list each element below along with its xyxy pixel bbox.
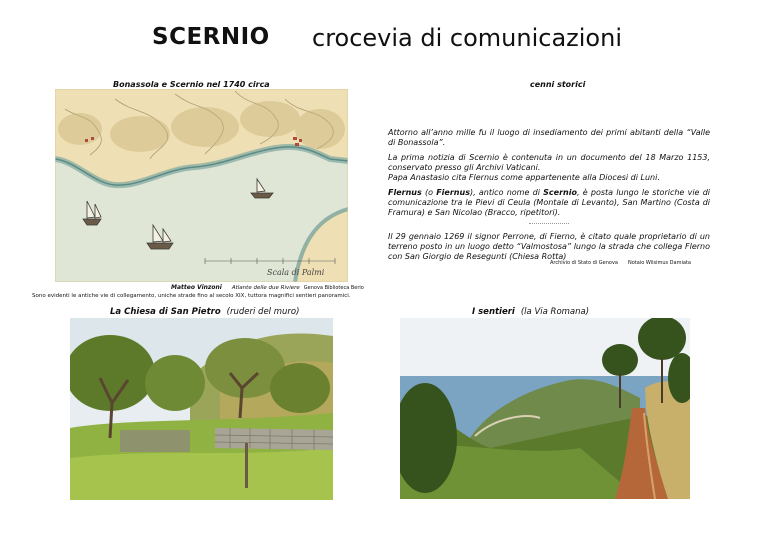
page-title: SCERNIO bbox=[152, 24, 270, 50]
historic-map-image bbox=[55, 89, 348, 282]
church-title-main: La Chiesa di San Pietro bbox=[110, 307, 221, 317]
map-credits bbox=[171, 284, 364, 291]
history-p3-t1: (o bbox=[421, 188, 437, 197]
church-title bbox=[110, 307, 299, 317]
map-caption: Bonassola e Scernio nel 1740 circa bbox=[113, 80, 270, 89]
history-paragraph-3 bbox=[388, 188, 710, 218]
history-p3-t2: ), antico nome di bbox=[469, 188, 544, 197]
paths-title-main: I sentieri bbox=[472, 307, 515, 317]
paths-title bbox=[472, 307, 589, 317]
archive-reference bbox=[550, 260, 691, 266]
map-library: Genova Biblioteca Berio bbox=[303, 285, 364, 291]
history-paragraph-4: Il 29 gennaio 1269 il signor Perrone, di Fierno, è citato quale proprietario di un terreno posto in un luogo detto “Valmostosa” lungo la strada che collega Flerno con San Giorgio de Resegunti (Chiesa Rotta) bbox=[388, 232, 710, 261]
church-ruins-photo bbox=[70, 318, 333, 500]
map-author: Matteo Vinzoni bbox=[171, 284, 222, 291]
church-title-sub: (ruderi del muro) bbox=[226, 307, 300, 317]
paths-title-sub: (la Via Romana) bbox=[520, 307, 590, 317]
name-flernus: Flernus bbox=[388, 188, 422, 197]
history-p3-t3: , è posta lungo le storiche vie di comunicazione tra le Pievi di Ceula (Montale di Levanto), San Martino (Costa di Framura) e San Nicolao (Bracco, ripetitori). bbox=[388, 188, 710, 217]
archive-notary: Notaio Wilsimus Damiata bbox=[627, 260, 691, 266]
archive-source: Archivio di Stato di Genova bbox=[550, 260, 618, 266]
name-fiernus: Fiernus bbox=[436, 188, 470, 197]
history-paragraph-2b: Papa Anastasio cita Flernus come appartenente alla Diocesi di Luni. bbox=[388, 173, 660, 182]
map-work: Atlante delle due Riviere bbox=[231, 285, 300, 291]
map-note: Sono evidenti le antiche vie di collegamento, uniche strade fino al secolo XIX, tuttora magnifici sentieri panoramici. bbox=[32, 293, 351, 299]
roman-path-photo bbox=[400, 318, 690, 499]
page-subtitle: crocevia di comunicazioni bbox=[312, 24, 622, 52]
name-scernio: Scernio bbox=[543, 188, 577, 197]
history-text bbox=[388, 128, 710, 267]
history-paragraph-2a: La prima notizia di Scernio è contenuta in un documento del 18 Marzo 1153, conservato presso gli Archivi Vaticani. bbox=[388, 153, 710, 172]
history-heading: cenni storici bbox=[530, 80, 586, 89]
map-scale-label: Scala di Palmi bbox=[267, 268, 325, 277]
history-paragraph-2 bbox=[388, 153, 710, 183]
history-paragraph-1: Attorno all’anno mille fu il luogo di insediamento dei primi abitanti della “Valle di Bonassola”. bbox=[388, 128, 710, 147]
separator-dots bbox=[529, 223, 569, 224]
